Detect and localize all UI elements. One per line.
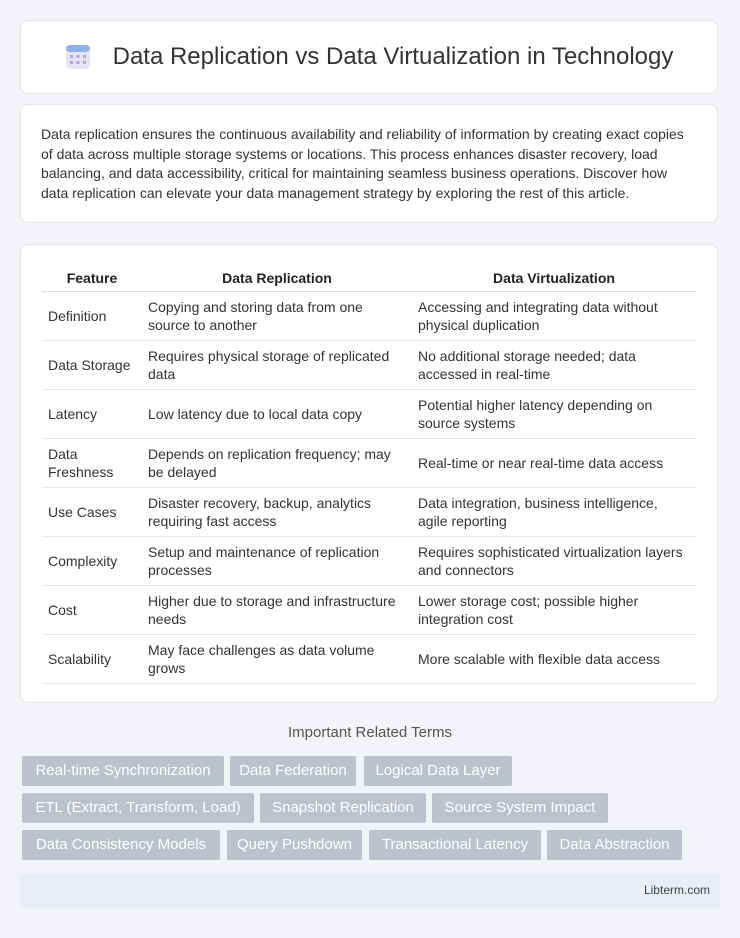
replication-cell: Low latency due to local data copy (142, 390, 412, 439)
footer (20, 874, 720, 908)
related-tag[interactable]: Source System Impact (432, 793, 608, 823)
table-row (42, 292, 696, 341)
related-tag[interactable]: ETL (Extract, Transform, Load) (22, 793, 254, 823)
database-icon (65, 44, 91, 70)
header-data-replication: Data Replication (142, 265, 412, 292)
table-row (42, 488, 696, 537)
replication-cell: Setup and maintenance of replication processes (142, 537, 412, 586)
header-card (20, 20, 718, 94)
feature-cell: Data Freshness (42, 439, 142, 488)
virtualization-cell: Potential higher latency depending on source systems (412, 390, 696, 439)
feature-cell: Cost (42, 586, 142, 635)
related-tag[interactable]: Real-time Synchronization (22, 756, 224, 786)
virtualization-cell: No additional storage needed; data accessed in real-time (412, 341, 696, 390)
virtualization-cell: More scalable with flexible data access (412, 635, 696, 684)
intro-text: Data replication ensures the continuous availability and reliability of information by creating exact copies of data across multiple storage systems or locations. This process enhances disaster recovery, load balancing, and data accessibility, critical for maintaining seamless business operations. Discover how data replication can elevate your data management strategy by exploring the rest of this article. (41, 126, 684, 201)
page-title: Data Replication vs Data Virtualization in Technology (112, 43, 674, 70)
replication-cell: Depends on replication frequency; may be delayed (142, 439, 412, 488)
related-tag[interactable]: Transactional Latency (369, 830, 541, 860)
virtualization-cell: Accessing and integrating data without physical duplication (412, 292, 696, 341)
related-tag[interactable]: Data Consistency Models (22, 830, 220, 860)
virtualization-cell: Requires sophisticated virtualization layers and connectors (412, 537, 696, 586)
feature-cell: Scalability (42, 635, 142, 684)
related-tag[interactable]: Snapshot Replication (260, 793, 426, 823)
footer-brand[interactable]: Libterm.com (643, 883, 710, 897)
replication-cell: Higher due to storage and infrastructure needs (142, 586, 412, 635)
comparison-table (42, 265, 696, 684)
replication-cell: Copying and storing data from one source to another (142, 292, 412, 341)
related-tag[interactable]: Logical Data Layer (364, 756, 512, 786)
feature-cell: Definition (42, 292, 142, 341)
replication-cell: May face challenges as data volume grows (142, 635, 412, 684)
table-row (42, 537, 696, 586)
feature-cell: Use Cases (42, 488, 142, 537)
related-tag[interactable]: Data Federation (230, 756, 356, 786)
related-tag[interactable]: Query Pushdown (227, 830, 362, 860)
comparison-card (20, 244, 718, 703)
feature-cell: Complexity (42, 537, 142, 586)
table-row (42, 439, 696, 488)
replication-cell: Disaster recovery, backup, analytics requiring fast access (142, 488, 412, 537)
feature-cell: Data Storage (42, 341, 142, 390)
related-tag[interactable]: Data Abstraction (547, 830, 682, 860)
table-row (42, 586, 696, 635)
table-header-row (42, 265, 696, 292)
header-data-virtualization: Data Virtualization (412, 265, 696, 292)
replication-cell: Requires physical storage of replicated data (142, 341, 412, 390)
virtualization-cell: Real-time or near real-time data access (412, 439, 696, 488)
table-row (42, 341, 696, 390)
table-row (42, 390, 696, 439)
virtualization-cell: Lower storage cost; possible higher integration cost (412, 586, 696, 635)
header-feature: Feature (42, 265, 142, 292)
intro-card (20, 104, 718, 223)
virtualization-cell: Data integration, business intelligence, agile reporting (412, 488, 696, 537)
table-row (42, 635, 696, 684)
related-terms-title: Important Related Terms (288, 724, 452, 741)
feature-cell: Latency (42, 390, 142, 439)
